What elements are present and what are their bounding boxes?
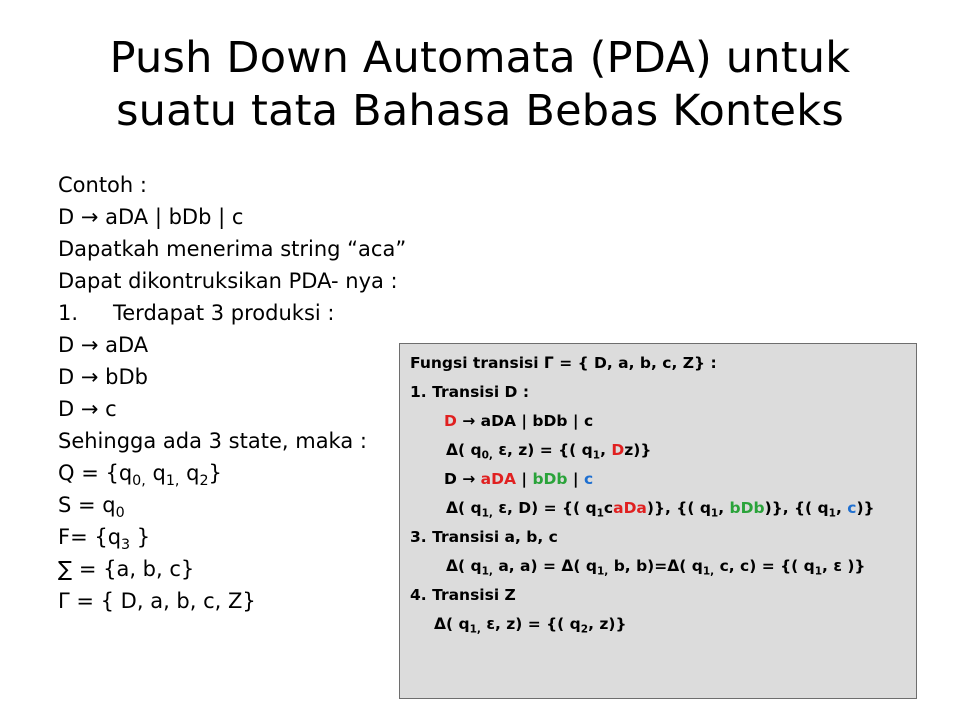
symbol-aDA: aDA bbox=[480, 470, 516, 488]
symbol-bDb: bDb bbox=[729, 499, 765, 517]
rule-text: → aDA | bDb | c bbox=[456, 412, 594, 430]
delta-text: Δ( q bbox=[446, 557, 482, 575]
delta-text: , z)} bbox=[588, 615, 627, 633]
q-sub: 1, bbox=[165, 472, 180, 489]
delta-text: a, a) = Δ( q bbox=[492, 557, 597, 575]
delta-text: c bbox=[603, 499, 614, 517]
delta-sub: 1 bbox=[814, 565, 823, 578]
state-set-Q bbox=[58, 457, 418, 489]
rule-line-2 bbox=[410, 465, 910, 494]
list-number: 1. bbox=[58, 301, 79, 325]
delta-sub: 1 bbox=[828, 507, 836, 520]
delta-text: )}, {( q bbox=[764, 499, 829, 517]
q-sub: 0, bbox=[132, 472, 146, 489]
delta-sub: 2 bbox=[580, 623, 589, 636]
final-state-F bbox=[58, 521, 418, 553]
start-state-S bbox=[58, 489, 418, 521]
section-transisi-abc: 3. Transisi a, b, c bbox=[410, 528, 558, 546]
transition-header: Fungsi transisi Γ = { D, a, b, c, Z} : bbox=[410, 354, 717, 372]
contoh-label: Contoh : bbox=[58, 173, 147, 197]
delta-line-3 bbox=[410, 552, 910, 581]
section-transisi-D: 1. Transisi D : bbox=[410, 383, 530, 401]
alphabet-sigma: ∑ = {a, b, c} bbox=[58, 557, 195, 581]
delta-sub: 1, bbox=[596, 565, 609, 578]
rule-text: D → bbox=[444, 470, 481, 488]
delta-line-4 bbox=[410, 610, 910, 639]
example-content bbox=[58, 169, 418, 617]
delta-text: Δ( q bbox=[434, 615, 470, 633]
rule-text: | bbox=[515, 470, 533, 488]
stack-alphabet-gamma: Γ = { D, a, b, c, Z} bbox=[58, 589, 256, 613]
symbol-D: D bbox=[611, 441, 625, 459]
delta-line-1 bbox=[410, 436, 910, 465]
rule-text: | bbox=[567, 470, 584, 488]
symbol-D: D bbox=[444, 412, 457, 430]
q-part: } bbox=[208, 461, 222, 485]
grammar-rule: D → aDA | bDb | c bbox=[58, 205, 244, 229]
production-3: D → c bbox=[58, 397, 117, 421]
symbol-aDa: aDa bbox=[613, 499, 647, 517]
delta-text: Δ( q bbox=[446, 441, 482, 459]
delta-text: ε, D) = {( q bbox=[492, 499, 597, 517]
section-transisi-Z: 4. Transisi Z bbox=[410, 586, 516, 604]
f-part: } bbox=[130, 525, 151, 549]
q-part: q bbox=[145, 461, 166, 485]
delta-text: ε, z) = {( q bbox=[492, 441, 593, 459]
delta-sub: 1, bbox=[702, 565, 715, 578]
transition-function-box bbox=[399, 343, 917, 699]
q-part: Q = {q bbox=[58, 461, 133, 485]
delta-text: )}, {( q bbox=[646, 499, 711, 517]
delta-text: , bbox=[835, 499, 848, 517]
f-part: F= {q bbox=[58, 525, 122, 549]
delta-text: Δ( q bbox=[446, 499, 482, 517]
symbol-bDb: bDb bbox=[532, 470, 568, 488]
q-sub: 2 bbox=[199, 472, 209, 489]
s-part: S = q bbox=[58, 493, 116, 517]
delta-text: ε, z) = {( q bbox=[480, 615, 581, 633]
construct-line: Dapat dikontruksikan PDA- nya : bbox=[58, 269, 398, 293]
rule-line-1 bbox=[410, 407, 910, 436]
f-sub: 3 bbox=[121, 536, 131, 553]
title-line-1: Push Down Automata (PDA) untuk bbox=[109, 33, 851, 83]
delta-sub: 1, bbox=[481, 565, 493, 578]
delta-sub: 0, bbox=[481, 449, 493, 462]
delta-text: z)} bbox=[624, 441, 652, 459]
list-item-1 bbox=[58, 297, 418, 329]
delta-text: , bbox=[600, 441, 612, 459]
delta-text: b, b)=Δ( q bbox=[608, 557, 703, 575]
production-2: D → bDb bbox=[58, 365, 148, 389]
production-1: D → aDA bbox=[58, 333, 149, 357]
state-intro: Sehingga ada 3 state, maka : bbox=[58, 429, 367, 453]
delta-sub: 1 bbox=[596, 507, 604, 520]
symbol-c: c bbox=[847, 499, 857, 517]
delta-sub: 1, bbox=[481, 507, 493, 520]
delta-line-2 bbox=[410, 494, 910, 523]
delta-sub: 1, bbox=[469, 623, 481, 636]
delta-text: c, c) = {( q bbox=[714, 557, 815, 575]
q-part: q bbox=[179, 461, 200, 485]
question-line: Dapatkah menerima string “aca” bbox=[58, 237, 407, 261]
delta-sub: 1 bbox=[592, 449, 601, 462]
s-sub: 0 bbox=[115, 504, 125, 521]
delta-text: , ε )} bbox=[822, 557, 866, 575]
list-text: Terdapat 3 produksi : bbox=[113, 301, 335, 325]
symbol-c: c bbox=[583, 470, 594, 488]
slide-title bbox=[0, 32, 960, 138]
title-line-2: suatu tata Bahasa Bebas Konteks bbox=[116, 86, 844, 136]
delta-text: , bbox=[718, 499, 730, 517]
delta-text: )} bbox=[856, 499, 875, 517]
delta-sub: 1 bbox=[710, 507, 719, 520]
